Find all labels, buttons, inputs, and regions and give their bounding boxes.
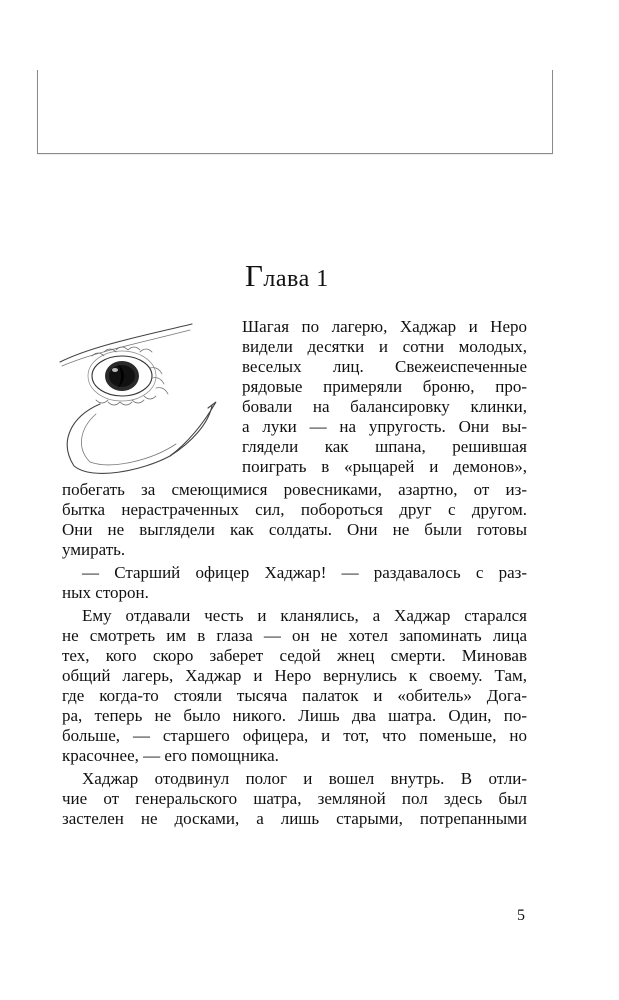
page-number: 5: [517, 907, 525, 924]
text-line: общий лагерь, Хаджар и Неро вернулись к своему. Там,: [62, 666, 527, 685]
dragon-eye-illustration: [52, 316, 228, 486]
chapter-title: [245, 258, 329, 294]
text-line: где когда-то стояли тысяча палаток и «обитель» Дога-: [62, 686, 527, 705]
text-line: Хаджар отодвинул полог и вошел внутрь. В отли-: [82, 769, 527, 788]
text-line: чие от генеральского шатра, земляной пол здесь был: [62, 789, 527, 808]
text-line: Они не выглядели как солдаты. Они не были готовы: [62, 520, 527, 539]
text-line: бовали на балансировку клинки,: [242, 397, 527, 416]
text-line: ра, теперь не было никого. Лишь два шатра. Один, по-: [62, 706, 527, 725]
text-line: ных сторон.: [62, 583, 149, 602]
text-line: тех, кого скоро заберет седой жнец смерти. Миновав: [62, 646, 527, 665]
text-line: а луки — на упругость. Они вы-: [242, 417, 527, 436]
text-line: больше, — старшего офицера, и тот, что поменьше, но: [62, 726, 527, 745]
text-line: умирать.: [62, 540, 126, 559]
text-line: красочнее, — его помощника.: [62, 746, 279, 765]
text-line: веселых лиц. Свежеиспеченные: [242, 357, 527, 376]
text-line: застелен не досками, а лишь старыми, потрепанными: [62, 809, 527, 828]
text-line: Ему отдавали честь и кланялись, а Хаджар старался: [82, 606, 527, 625]
text-line: Шагая по лагерю, Хаджар и Неро: [242, 317, 527, 336]
chapter-title-lead: Г: [245, 258, 264, 293]
text-line: глядели как шпана, решившая: [242, 437, 527, 456]
text-line: — Старший офицер Хаджар! — раздавалось с раз-: [82, 563, 527, 582]
text-line: поиграть в «рыцарей и демонов»,: [242, 457, 527, 476]
text-line: видели десятки и сотни молодых,: [242, 337, 527, 356]
text-line: не смотреть им в глаза — он не хотел запоминать лица: [62, 626, 527, 645]
text-line: рядовые примеряли броню, про-: [242, 377, 527, 396]
header-frame: [37, 70, 553, 154]
text-line: бытка нерастраченных сил, побороться друг с другом.: [62, 500, 527, 519]
chapter-title-rest: лава 1: [263, 266, 329, 292]
text-line: побегать за смеющимися ровесниками, азартно, от из-: [62, 480, 527, 499]
